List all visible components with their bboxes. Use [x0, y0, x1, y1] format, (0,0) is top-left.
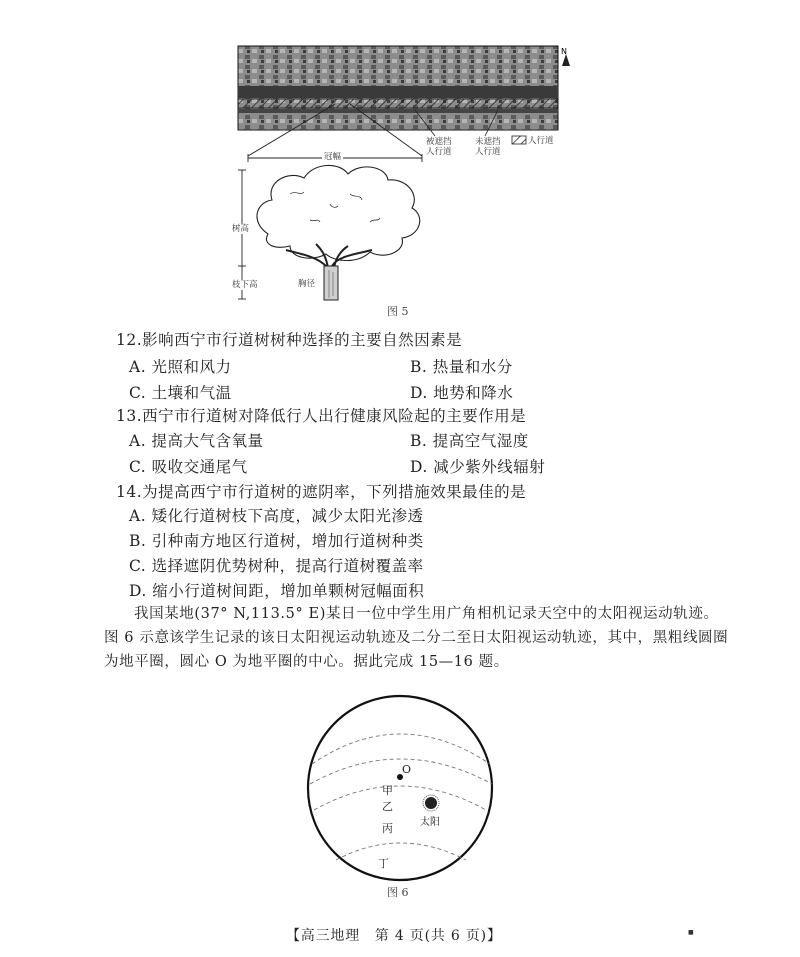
- figure-6-drawing: [296, 692, 506, 882]
- option-12b: B. 热量和水分: [410, 358, 513, 376]
- option-14b: B. 引种南方地区行道树，增加行道树种类: [129, 532, 424, 550]
- tree-drawing: [257, 165, 420, 300]
- option-13a: A. 提高大气含氧量: [129, 432, 264, 450]
- passage-line-2: 图 6 示意该学生记录的该日太阳视运动轨迹及二分二至日太阳视运动轨迹，其中，黑粗线圆圈: [104, 630, 729, 646]
- label-shaded-walkway: 被遮挡 人行道: [426, 137, 452, 157]
- track-label-yi: 乙: [382, 800, 393, 813]
- option-12d: D. 地势和降水: [410, 384, 514, 402]
- figure-5: [230, 44, 575, 314]
- sun-icon: [425, 797, 437, 809]
- legend-swatch: [512, 136, 526, 144]
- horizon-circle: [308, 696, 492, 880]
- walkway-hatch-band: [238, 99, 558, 108]
- label-trunk-diameter: 胸径: [298, 279, 316, 289]
- question-14-stem: 14.为提高西宁市行道树的遮阴率，下列措施效果最佳的是: [116, 483, 527, 501]
- option-13d: D. 减少紫外线辐射: [410, 458, 546, 476]
- option-12a: A. 光照和风力: [129, 358, 232, 376]
- question-12-stem: 12.影响西宁市行道树树种选择的主要自然因素是: [116, 331, 463, 349]
- aerial-photo: [238, 46, 558, 130]
- figure-5-drawing: [230, 44, 575, 314]
- page-footer: 【高三地理 第 4 页(共 6 页)】: [286, 928, 502, 944]
- north-label: N: [561, 47, 567, 56]
- option-13b: B. 提高空气湿度: [410, 432, 529, 450]
- track-label-jia: 甲: [382, 784, 393, 797]
- passage: [104, 602, 729, 674]
- corner-mark: ■: [688, 929, 694, 936]
- label-tree-height: 树高: [232, 224, 250, 234]
- option-13c: C. 吸收交通尾气: [129, 458, 248, 476]
- sun-label: 太阳: [420, 817, 440, 828]
- track-label-ding: 丁: [378, 857, 389, 870]
- track-label-bing: 丙: [382, 822, 393, 835]
- figure-6: [296, 692, 506, 882]
- figure-5-caption: 图 5: [387, 305, 409, 318]
- option-12c: C. 土壤和气温: [129, 384, 232, 402]
- option-14a: A. 矮化行道树枝下高度，减少太阳光渗透: [129, 507, 424, 525]
- label-unshaded-walkway: 未遮挡 人行道: [475, 137, 501, 157]
- passage-line-1: 我国某地(37° N,113.5° E)某日一位中学生用广角相机记录天空中的太阳视运动轨迹。: [134, 606, 719, 622]
- label-crown-width: 冠幅: [324, 152, 342, 162]
- option-14d: D. 缩小行道树间距，增加单颗树冠幅面积: [129, 582, 425, 600]
- passage-line-3: 为地平圈，圆心 O 为地平圈的中心。据此完成 15—16 题。: [104, 654, 509, 670]
- center-label: O: [402, 763, 412, 776]
- legend-walkway-label: 人行道: [528, 136, 554, 146]
- figure-6-caption: 图 6: [387, 886, 409, 899]
- label-branch-height: 枝下高: [232, 280, 258, 290]
- option-14c: C. 选择遮阴优势树种，提高行道树覆盖率: [129, 557, 424, 575]
- question-13-stem: 13.西宁市行道树对降低行人出行健康风险起的主要作用是: [116, 407, 527, 425]
